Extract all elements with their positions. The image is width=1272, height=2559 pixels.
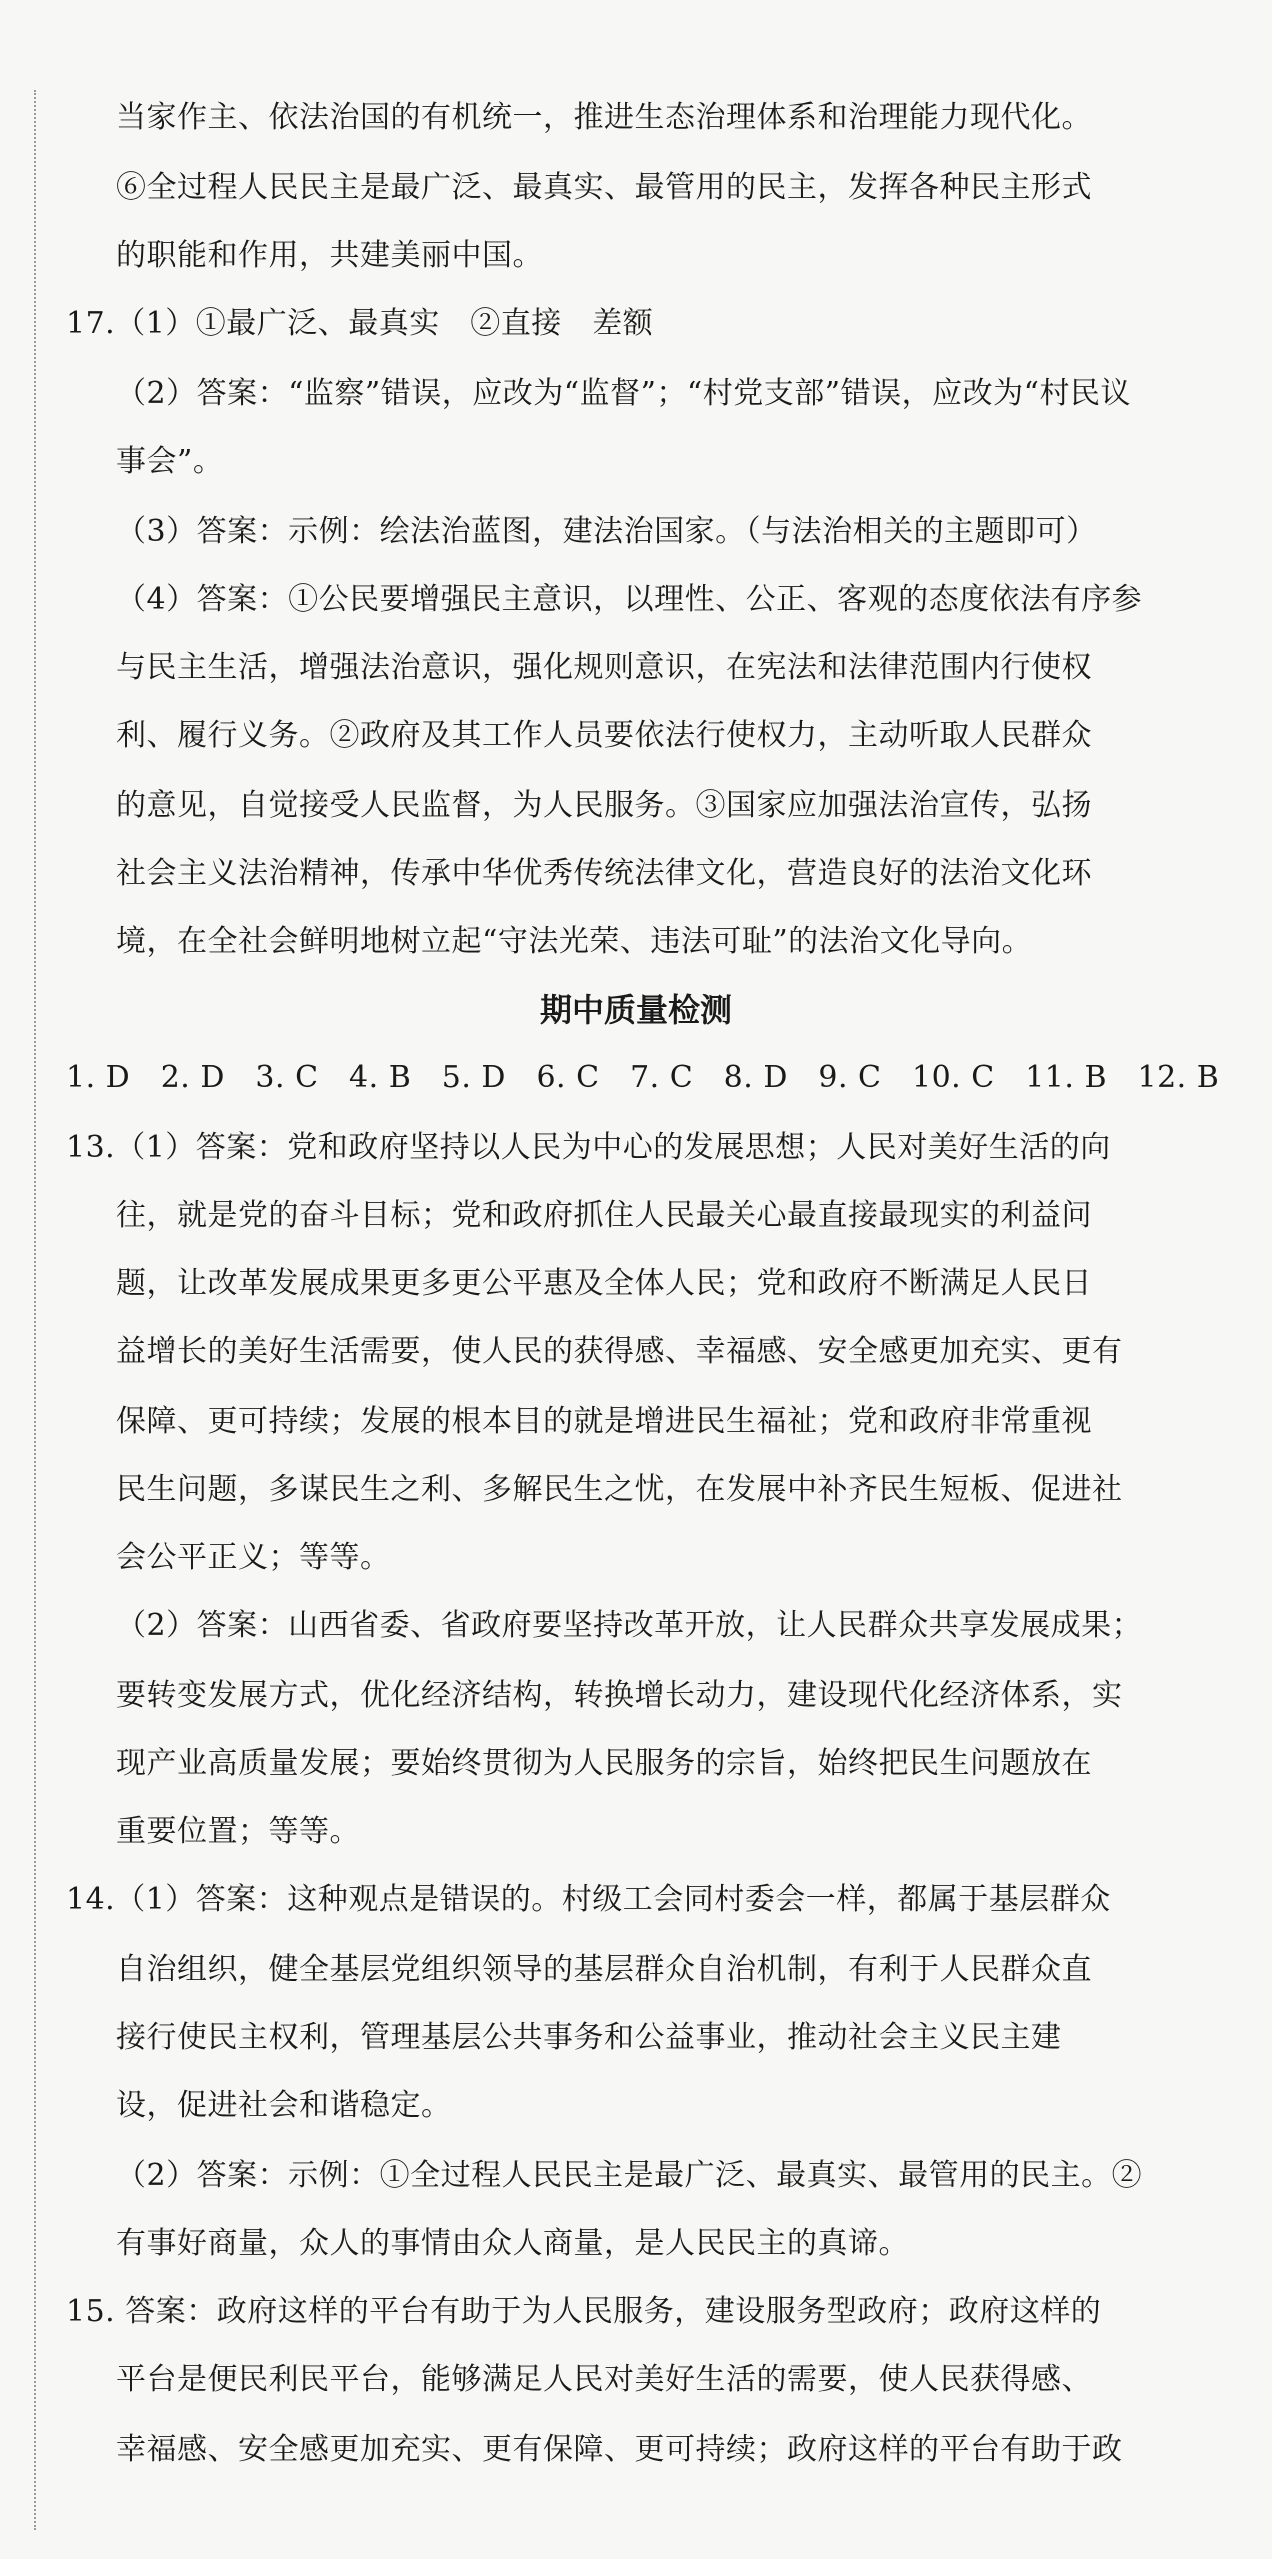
text-line: 民生问题，多谋民生之利、多解民生之忧，在发展中补齐民生短板、促进社 bbox=[116, 1472, 1123, 1507]
text-line: 重要位置；等等。 bbox=[116, 1814, 360, 1849]
text-line: 平台是便民利民平台，能够满足人民对美好生活的需要，使人民获得感、 bbox=[116, 2362, 1092, 2397]
q14-part2: （2）答案：示例：①全过程人民民主是最广泛、最真实、最管用的民主。② bbox=[116, 2158, 1143, 2193]
text-line: 幸福感、安全感更加充实、更有保障、更可持续；政府这样的平台有助于政 bbox=[116, 2432, 1123, 2467]
text-line: 的职能和作用，共建美丽中国。 bbox=[116, 238, 543, 273]
text-line: 利、履行义务。②政府及其工作人员要依法行使权力，主动听取人民群众 bbox=[116, 718, 1092, 753]
text-line: 事会”。 bbox=[116, 444, 224, 479]
text-line: 境，在全社会鲜明地树立起“守法光荣、违法可耻”的法治文化导向。 bbox=[116, 924, 1033, 959]
text-line: 接行使民主权利，管理基层公共事务和公益事业，推动社会主义民主建 bbox=[116, 2020, 1062, 2055]
text-line: 的意见，自觉接受人民监督，为人民服务。③国家应加强法治宣传，弘扬 bbox=[116, 788, 1092, 823]
text-line: 自治组织，健全基层党组织领导的基层群众自治机制，有利于人民群众直 bbox=[116, 1952, 1092, 1987]
text-line: 现产业高质量发展；要始终贯彻为人民服务的宗旨，始终把民生问题放在 bbox=[116, 1746, 1092, 1781]
q14-part1: 14.（1）答案：这种观点是错误的。村级工会同村委会一样，都属于基层群众 bbox=[66, 1882, 1111, 1917]
text-line: 社会主义法治精神，传承中华优秀传统法律文化，营造良好的法治文化环 bbox=[116, 856, 1092, 891]
text-line: 保障、更可持续；发展的根本目的就是增进民生福祉；党和政府非常重视 bbox=[116, 1404, 1092, 1439]
q17-part4: （4）答案：①公民要增强民主意识，以理性、公正、客观的态度依法有序参 bbox=[116, 582, 1143, 617]
text-line: 要转变发展方式，优化经济结构，转换增长动力，建设现代化经济体系，实 bbox=[116, 1678, 1123, 1713]
q13-part1: 13.（1）答案：党和政府坚持以人民为中心的发展思想；人民对美好生活的向 bbox=[66, 1130, 1111, 1165]
text-line: 题，让改革发展成果更多更公平惠及全体人民；党和政府不断满足人民日 bbox=[116, 1266, 1092, 1301]
text-line: 益增长的美好生活需要，使人民的获得感、幸福感、安全感更加充实、更有 bbox=[116, 1334, 1123, 1369]
q17-part1: 17.（1）①最广泛、最真实 ②直接 差额 bbox=[66, 306, 654, 341]
text-line: 与民主生活，增强法治意识，强化规则意识，在宪法和法律范围内行使权 bbox=[116, 650, 1092, 685]
text-line: 有事好商量，众人的事情由众人商量，是人民民主的真谛。 bbox=[116, 2226, 909, 2261]
q15-answer: 15. 答案：政府这样的平台有助于为人民服务，建设服务型政府；政府这样的 bbox=[66, 2294, 1102, 2329]
binding-dotted-line bbox=[34, 90, 36, 2530]
text-line: ⑥全过程人民民主是最广泛、最真实、最管用的民主，发挥各种民主形式 bbox=[116, 170, 1092, 205]
q17-part3: （3）答案：示例：绘法治蓝图，建法治国家。（与法治相关的主题即可） bbox=[116, 514, 1097, 549]
choice-answers: 1. D 2. D 3. C 4. B 5. D 6. C 7. C 8. D 9. C 10. C 11. B 12. B bbox=[66, 1060, 1220, 1095]
section-title: 期中质量检测 bbox=[539, 991, 732, 1029]
text-line: 会公平正义；等等。 bbox=[116, 1540, 391, 1575]
q13-part2: （2）答案：山西省委、省政府要坚持改革开放，让人民群众共享发展成果； bbox=[116, 1608, 1143, 1643]
text-line: 当家作主、依法治国的有机统一，推进生态治理体系和治理能力现代化。 bbox=[116, 100, 1092, 135]
text-line: 往，就是党的奋斗目标；党和政府抓住人民最关心最直接最现实的利益问 bbox=[116, 1198, 1092, 1233]
text-line: 设，促进社会和谐稳定。 bbox=[116, 2088, 452, 2123]
q17-part2: （2）答案：“监察”错误，应改为“监督”；“村党支部”错误，应改为“村民议 bbox=[116, 376, 1131, 411]
